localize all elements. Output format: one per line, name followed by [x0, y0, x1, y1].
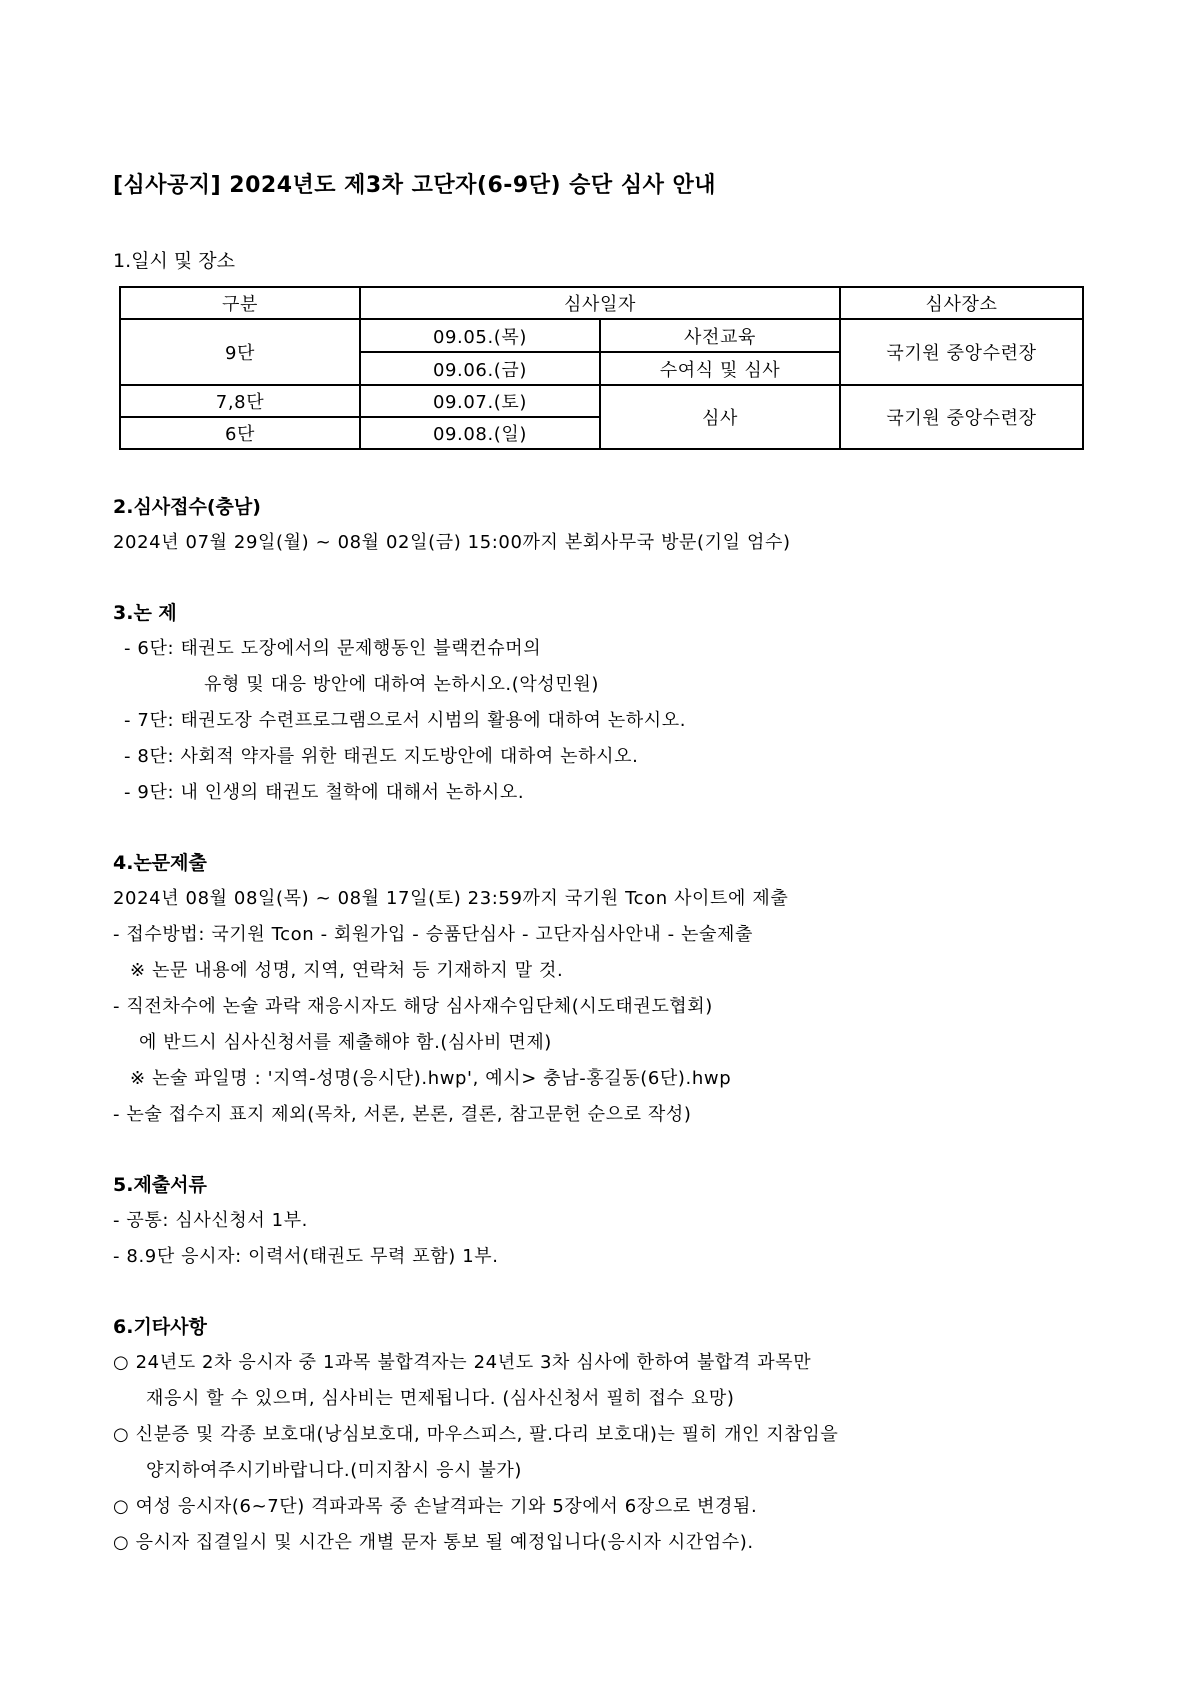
content-cell: 심사 [600, 385, 840, 449]
documents-line: - 공통: 심사신청서 1부. [113, 1210, 309, 1231]
submission-line: 에 반드시 심사신청서를 제출해야 함.(심사비 면제) [139, 1032, 552, 1053]
submission-line: - 접수방법: 국기원 Tcon - 회원가입 - 승품단심사 - 고단자심사안내 - 논술제출 [113, 924, 754, 945]
date-cell: 09.06.(금) [360, 352, 600, 385]
topic-line: - 6단: 태권도 도장에서의 문제행동인 블랙컨슈머의 [124, 638, 542, 659]
misc-line: 재응시 할 수 있으며, 심사비는 면제됩니다. (심사신청서 필히 접수 요망) [146, 1388, 735, 1409]
table-header-row [120, 287, 1083, 319]
date-cell: 09.07.(토) [360, 385, 600, 417]
content-cell: 사전교육 [600, 319, 840, 352]
submission-line: - 논술 접수지 표지 제외(목차, 서론, 본론, 결론, 참고문헌 순으로 작성) [113, 1104, 692, 1125]
date-cell: 09.05.(목) [360, 319, 600, 352]
header-category: 구분 [120, 287, 360, 319]
topic-line: - 8단: 사회적 약자를 위한 태권도 지도방안에 대하여 논하시오. [124, 746, 639, 767]
dan-9: 9단 [120, 319, 360, 385]
submission-line: ※ 논문 내용에 성명, 지역, 연락처 등 기재하지 말 것. [130, 960, 564, 981]
section-submission-heading: 4.논문제출 [113, 852, 207, 874]
section-registration-heading: 2.심사접수(충남) [113, 496, 261, 518]
place-cell: 국기원 중앙수련장 [840, 319, 1083, 385]
header-place: 심사장소 [840, 287, 1083, 319]
content-cell: 수여식 및 심사 [600, 352, 840, 385]
schedule-table [119, 286, 1084, 450]
documents-line: - 8.9단 응시자: 이력서(태권도 무력 포함) 1부. [113, 1246, 499, 1267]
registration-text: 2024년 07월 29일(월) ~ 08월 02일(금) 15:00까지 본회사무국 방문(기일 엄수) [113, 532, 791, 553]
section-topics-heading: 3.논 제 [113, 602, 177, 624]
submission-line: - 직전차수에 논술 과락 재응시자도 해당 심사재수임단체(시도태권도협회) [113, 996, 713, 1017]
header-date: 심사일자 [360, 287, 840, 319]
section-schedule-heading: 1.일시 및 장소 [113, 250, 235, 272]
document-title: [심사공지] 2024년도 제3차 고단자(6-9단) 승단 심사 안내 [113, 173, 716, 198]
misc-line: ○ 신분증 및 각종 보호대(낭심보호대, 마우스피스, 팔.다리 보호대)는 필히 개인 지참임을 [113, 1424, 839, 1445]
table-row [120, 319, 1083, 352]
section-documents-heading: 5.제출서류 [113, 1174, 207, 1196]
dan-6: 6단 [120, 417, 360, 449]
topic-line: - 7단: 태권도장 수련프로그램으로서 시범의 활용에 대하여 논하시오. [124, 710, 687, 731]
misc-line: ○ 응시자 집결일시 및 시간은 개별 문자 통보 될 예정입니다(응시자 시간엄수). [113, 1532, 754, 1553]
topic-line: 유형 및 대응 방안에 대하여 논하시오.(악성민원) [204, 674, 599, 695]
dan-7-8: 7,8단 [120, 385, 360, 417]
place-cell: 국기원 중앙수련장 [840, 385, 1083, 449]
submission-line: ※ 논술 파일명 : '지역-성명(응시단).hwp', 예시> 충남-홍길동(6단).hwp [130, 1068, 732, 1089]
section-misc-heading: 6.기타사항 [113, 1316, 207, 1338]
misc-line: 양지하여주시기바랍니다.(미지참시 응시 불가) [146, 1460, 522, 1481]
misc-line: ○ 24년도 2차 응시자 중 1과목 불합격자는 24년도 3차 심사에 한하여 불합격 과목만 [113, 1352, 812, 1373]
table-row [120, 385, 1083, 417]
topic-line: - 9단: 내 인생의 태권도 철학에 대해서 논하시오. [124, 782, 525, 803]
misc-line: ○ 여성 응시자(6~7단) 격파과목 중 손날격파는 기와 5장에서 6장으로 변경됨. [113, 1496, 758, 1517]
submission-line: 2024년 08월 08일(목) ~ 08월 17일(토) 23:59까지 국기원 Tcon 사이트에 제출 [113, 888, 789, 909]
date-cell: 09.08.(일) [360, 417, 600, 449]
